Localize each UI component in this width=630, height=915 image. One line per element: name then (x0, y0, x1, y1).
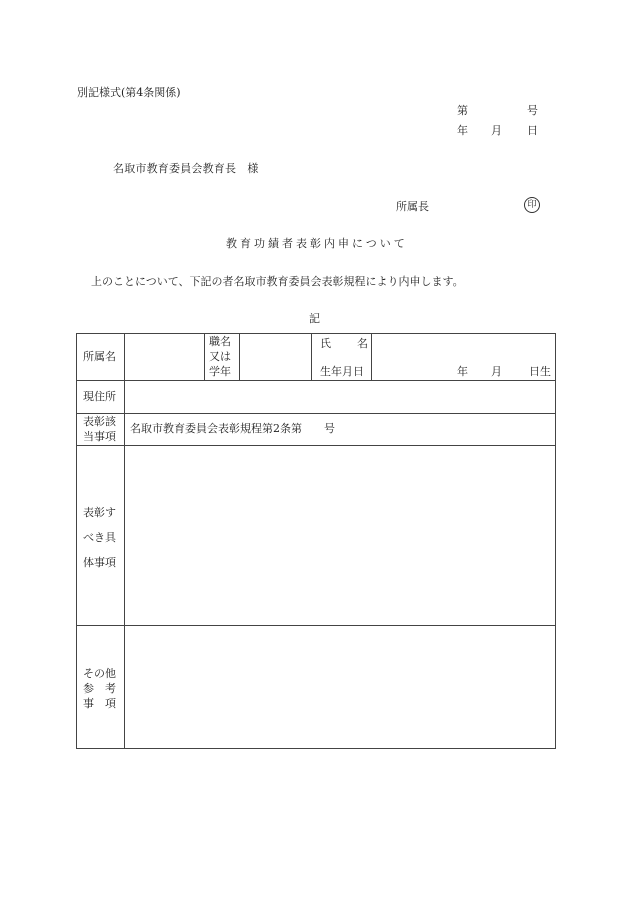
row-divider (77, 445, 555, 446)
birth-year: 年 (457, 365, 468, 378)
ki-heading: 記 (309, 312, 320, 325)
birthdate-label: 生年月日 (320, 365, 364, 378)
addressee: 名取市教育委員会教育長 様 (113, 162, 259, 175)
date-day: 日 (527, 124, 538, 137)
name-label-2: 名 (357, 337, 368, 350)
col-divider (124, 334, 125, 748)
award-item-label-1: 表彰該 (83, 415, 116, 428)
row-divider (77, 413, 555, 414)
name-label-1: 氏 (320, 337, 331, 350)
position-label-2: 又は (209, 350, 231, 363)
position-label-1: 職名 (209, 335, 231, 348)
number-suffix: 号 (527, 104, 538, 117)
number-prefix: 第 (457, 104, 468, 117)
document-title: 教育功績者表彰内申について (226, 237, 408, 250)
intro-text: 上のことについて、下記の者名取市教育委員会表彰規程により内申します。 (91, 275, 464, 288)
other-label-2: 参 考 (83, 682, 116, 695)
award-item-label-2: 当事項 (83, 430, 116, 443)
form-title: 別記様式(第4条関係) (77, 86, 181, 99)
details-label-2: べき具 (83, 531, 116, 544)
position-label-3: 学年 (209, 365, 231, 378)
award-item-value: 名取市教育委員会表彰規程第2条第 号 (130, 422, 335, 435)
other-label-3: 事 項 (83, 697, 116, 710)
sender-label: 所属長 (396, 200, 429, 213)
date-month: 月 (491, 124, 502, 137)
address-label: 現住所 (83, 390, 116, 403)
other-label-1: その他 (83, 667, 116, 680)
affiliation-label: 所属名 (83, 350, 116, 363)
seal-icon: 印 (524, 197, 540, 213)
details-label-1: 表彰す (83, 506, 116, 519)
col-divider (204, 334, 205, 380)
col-divider (239, 334, 240, 380)
birth-month: 月 (491, 365, 502, 378)
col-divider (371, 334, 372, 380)
details-label-3: 体事項 (83, 556, 116, 569)
col-divider (311, 334, 312, 380)
award-table (76, 333, 556, 749)
birth-day: 日生 (529, 365, 551, 378)
row-divider (77, 625, 555, 626)
date-year: 年 (457, 124, 468, 137)
row-divider (77, 380, 555, 381)
